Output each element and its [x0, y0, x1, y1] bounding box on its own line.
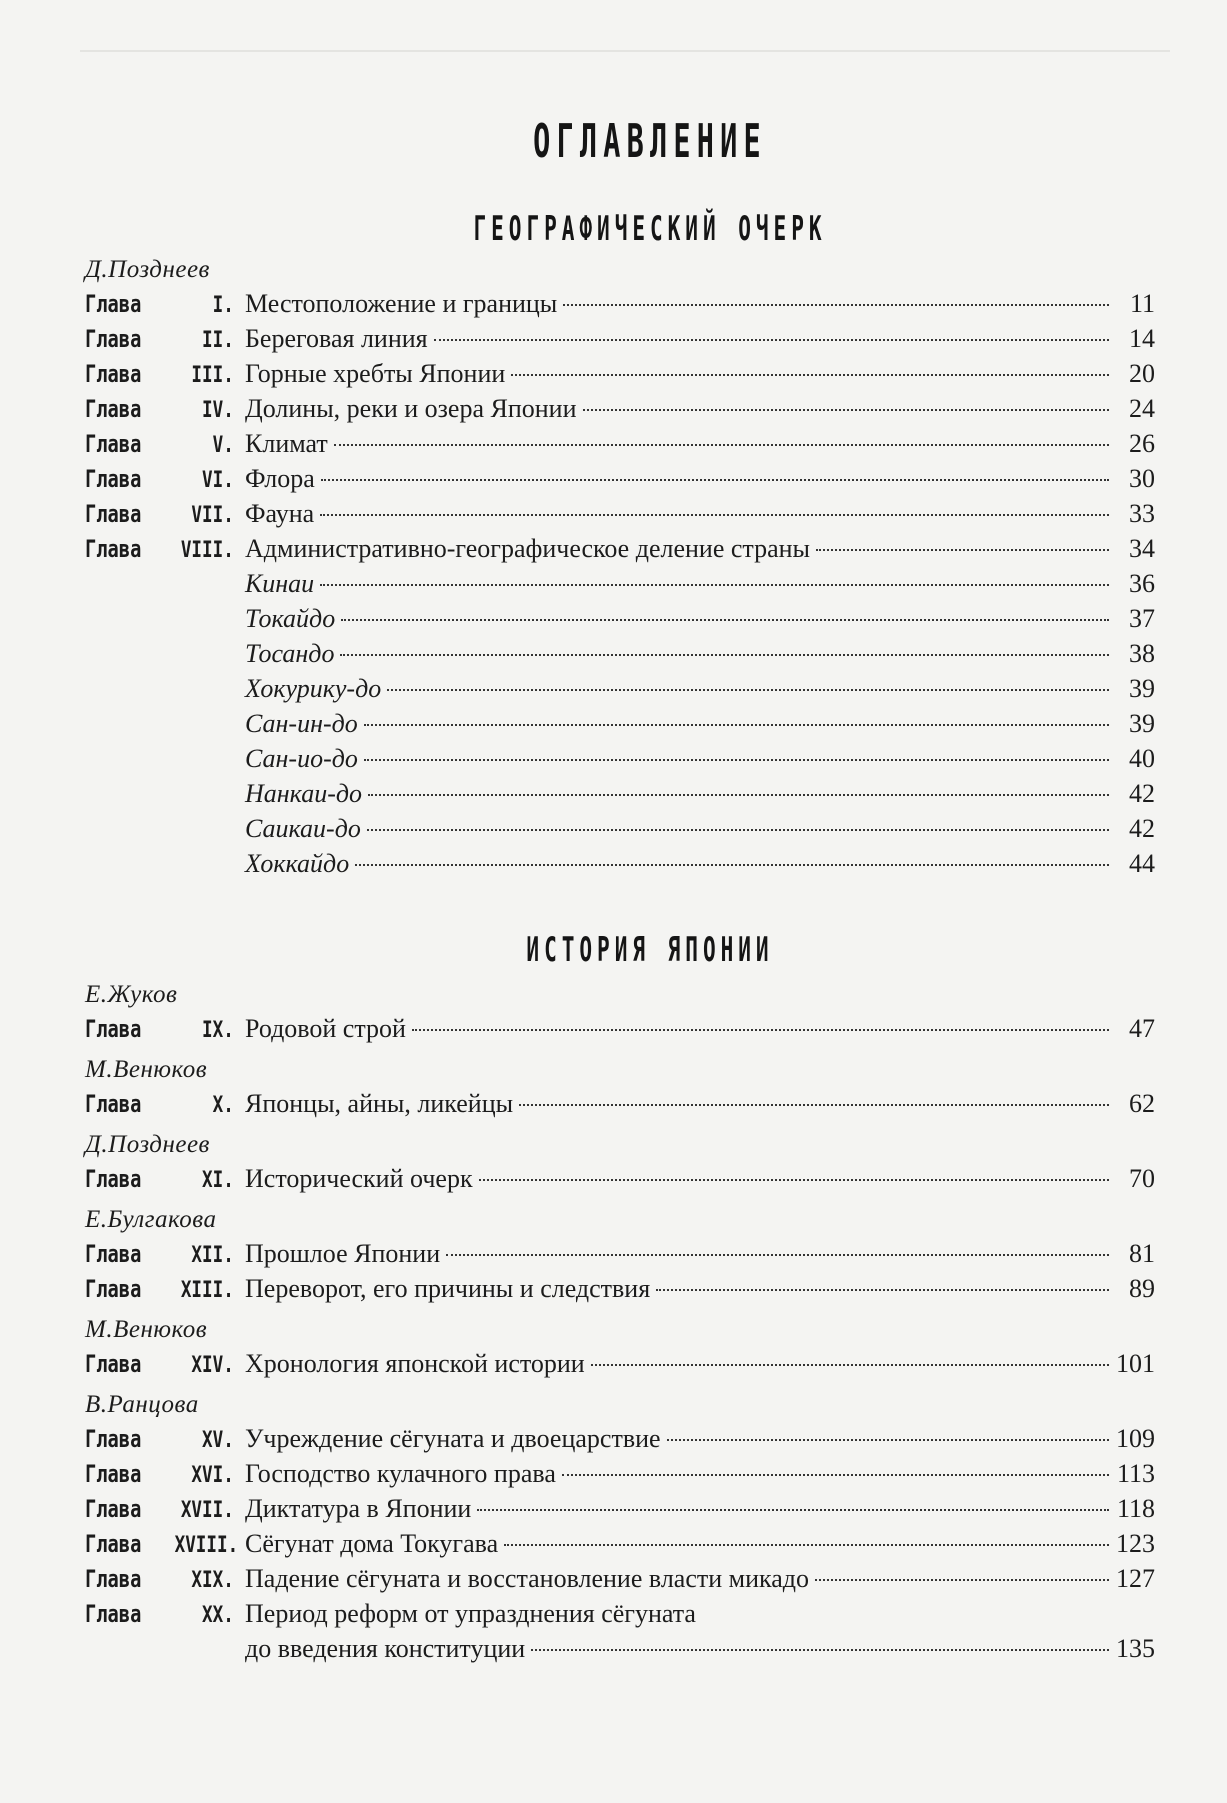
chapter-label: Глава [85, 1275, 142, 1303]
chapter-label: Глава [85, 465, 142, 493]
toc-entry[interactable] [85, 1561, 1155, 1596]
page-number: 30 [1129, 464, 1155, 493]
entry-title: Климат [245, 429, 328, 458]
page-number: 123 [1116, 1529, 1155, 1558]
toc-entry[interactable] [85, 1236, 1155, 1271]
dot-leader [656, 1289, 1109, 1291]
chapter-label: Глава [85, 1165, 142, 1193]
entry-title: Диктатура в Японии [245, 1494, 472, 1523]
dot-leader [519, 1104, 1109, 1106]
chapter-number: I. [212, 293, 234, 318]
toc-entry[interactable] [85, 1491, 1155, 1526]
section-title: ИСТОРИЯ ЯПОНИИ [526, 930, 774, 970]
page-title: ОГЛАВЛЕНИЕ [533, 114, 767, 168]
dot-leader [355, 864, 1109, 866]
entry-title: Господство кулачного права [245, 1459, 556, 1488]
entry-title: Местоположение и границы [245, 289, 558, 318]
page-number: 24 [1129, 394, 1155, 423]
chapter-number: XII. [191, 1243, 234, 1268]
entry-title: до введения конституции [245, 1634, 526, 1663]
entry-title: Административно-географическое деление страны [245, 534, 811, 563]
chapter-label: Глава [85, 430, 142, 458]
author-name: Е.Булгакова [85, 1206, 217, 1233]
chapter-number: XX. [202, 1603, 234, 1628]
entry-title: Хоккайдо [245, 849, 350, 878]
page-number: 42 [1129, 814, 1155, 843]
page-number: 38 [1129, 639, 1155, 668]
dot-leader [412, 1029, 1109, 1031]
toc-subentry[interactable] [85, 601, 1155, 636]
chapter-label: Глава [85, 1460, 142, 1488]
toc-entry[interactable] [85, 1161, 1155, 1196]
entry-title: Флора [245, 464, 315, 493]
entry-title: Нанкаи-до [245, 779, 362, 808]
page-number: 109 [1116, 1424, 1155, 1453]
dot-leader [563, 304, 1109, 306]
chapter-label: Глава [85, 360, 142, 388]
toc-entry[interactable] [85, 321, 1155, 356]
dot-leader [511, 374, 1109, 376]
toc-subentry[interactable] [85, 671, 1155, 706]
chapter-label: Глава [85, 1015, 142, 1043]
chapter-number: VI. [202, 468, 234, 493]
dot-leader [667, 1439, 1109, 1441]
toc-subentry[interactable] [85, 776, 1155, 811]
page-number: 20 [1129, 359, 1155, 388]
toc-entry[interactable] [85, 426, 1155, 461]
page-number: 44 [1129, 849, 1155, 878]
chapter-number: XVI. [191, 1463, 234, 1488]
chapter-number: X. [212, 1093, 234, 1118]
toc-subentry[interactable] [85, 811, 1155, 846]
chapter-label: Глава [85, 1350, 142, 1378]
chapter-number: III. [191, 363, 234, 388]
toc-entry[interactable] [85, 1526, 1155, 1561]
toc-entry[interactable] [85, 1346, 1155, 1381]
page-number: 62 [1129, 1089, 1155, 1118]
page-number: 33 [1129, 499, 1155, 528]
chapter-label: Глава [85, 1600, 142, 1628]
entry-title: Саикаи-до [245, 814, 361, 843]
chapter-label: Глава [85, 290, 142, 318]
author-name: М.Венюков [85, 1316, 208, 1343]
chapter-number: XIX. [191, 1568, 234, 1593]
show-through-rule [80, 10, 1170, 52]
dot-leader [591, 1364, 1109, 1366]
entry-title: Переворот, его причины и следствия [245, 1274, 651, 1303]
chapter-number: VIII. [180, 538, 234, 563]
entry-title: Тосандо [245, 639, 335, 668]
page-number: 39 [1129, 709, 1155, 738]
toc-subentry[interactable] [85, 741, 1155, 776]
dot-leader [583, 409, 1109, 411]
entry-title: Период реформ от упразднения сёгуната [245, 1599, 696, 1628]
page-number: 36 [1129, 569, 1155, 598]
toc-entry[interactable] [85, 1456, 1155, 1491]
entry-title: Фауна [245, 499, 315, 528]
chapter-label: Глава [85, 395, 142, 423]
toc-subentry[interactable] [85, 636, 1155, 671]
dot-leader [531, 1649, 1109, 1651]
author-name: Д.Позднеев [85, 1131, 210, 1158]
chapter-number: II. [202, 328, 234, 353]
entry-title: Японцы, айны, ликейцы [245, 1089, 514, 1118]
chapter-label: Глава [85, 325, 142, 353]
toc-entry[interactable] [85, 1011, 1155, 1046]
entry-title: Учреждение сёгуната и двоецарствие [245, 1424, 661, 1453]
page-number: 42 [1129, 779, 1155, 808]
author-name: М.Венюков [85, 1056, 208, 1083]
dot-leader [364, 759, 1109, 761]
chapter-label: Глава [85, 1495, 142, 1523]
dot-leader [446, 1254, 1109, 1256]
toc-entry[interactable] [85, 286, 1155, 321]
chapter-number: VII. [191, 503, 234, 528]
dot-leader [320, 584, 1109, 586]
toc-entry[interactable] [85, 461, 1155, 496]
toc-subentry[interactable] [85, 846, 1155, 881]
toc-entry[interactable] [85, 356, 1155, 391]
page-number: 26 [1129, 429, 1155, 458]
chapter-label: Глава [85, 1240, 142, 1268]
dot-leader [367, 829, 1109, 831]
toc-body [85, 206, 1155, 1666]
dot-leader [504, 1544, 1109, 1546]
dot-leader [321, 479, 1109, 481]
page-number: 39 [1129, 674, 1155, 703]
table-of-contents [85, 110, 1155, 1666]
chapter-number: XIV. [191, 1353, 234, 1378]
toc-subentry[interactable] [85, 706, 1155, 741]
chapter-label: Глава [85, 1090, 142, 1118]
toc-subentry[interactable] [85, 566, 1155, 601]
entry-title: Токайдо [245, 604, 336, 633]
chapter-label: Глава [85, 500, 142, 528]
page-number: 47 [1129, 1014, 1155, 1043]
chapter-number: V. [212, 433, 234, 458]
toc-entry[interactable] [85, 1086, 1155, 1121]
author-name: Е.Жуков [85, 981, 178, 1008]
toc-entry[interactable] [85, 1421, 1155, 1456]
toc-entry[interactable] [85, 1271, 1155, 1306]
chapter-number: IX. [202, 1018, 234, 1043]
entry-title: Хокурику-до [245, 674, 382, 703]
author-name: Д.Позднеев [85, 256, 210, 283]
toc-entry[interactable] [85, 496, 1155, 531]
entry-title: Долины, реки и озера Японии [245, 394, 577, 423]
page-number: 135 [1116, 1634, 1155, 1663]
page-number: 127 [1116, 1564, 1155, 1593]
chapter-number: IV. [202, 398, 234, 423]
dot-leader [341, 619, 1109, 621]
chapter-number: XVIII. [174, 1533, 239, 1558]
entry-title: Сан-ин-до [245, 709, 358, 738]
page-number: 34 [1129, 534, 1155, 563]
chapter-number: XI. [202, 1168, 234, 1193]
toc-entry[interactable] [85, 1596, 1155, 1631]
page-number: 14 [1129, 324, 1155, 353]
page-number: 89 [1129, 1274, 1155, 1303]
chapter-label: Глава [85, 535, 142, 563]
page-number: 81 [1129, 1239, 1155, 1268]
dot-leader [815, 1579, 1109, 1581]
page-number: 101 [1116, 1349, 1155, 1378]
entry-title: Прошлое Японии [245, 1239, 441, 1268]
dot-leader [368, 794, 1109, 796]
dot-leader [434, 339, 1109, 341]
dot-leader [334, 444, 1109, 446]
entry-title: Родовой строй [245, 1014, 406, 1043]
dot-leader [479, 1179, 1109, 1181]
page-number: 40 [1129, 744, 1155, 773]
entry-title: Горные хребты Японии [245, 359, 506, 388]
dot-leader [562, 1474, 1109, 1476]
entry-title: Исторический очерк [245, 1164, 473, 1193]
page-number: 70 [1129, 1164, 1155, 1193]
dot-leader [340, 654, 1109, 656]
page-number: 113 [1116, 1459, 1155, 1488]
chapter-number: XV. [202, 1428, 234, 1453]
dot-leader [387, 689, 1109, 691]
entry-title: Кинаи [245, 569, 315, 598]
chapter-label: Глава [85, 1425, 142, 1453]
entry-title: Сёгунат дома Токугава [245, 1529, 499, 1558]
section-title: ГЕОГРАФИЧЕСКИЙ ОЧЕРК [473, 209, 827, 249]
chapter-number: XVII. [180, 1498, 234, 1523]
chapter-number: XIII. [180, 1278, 234, 1303]
dot-leader [364, 724, 1109, 726]
dot-leader [816, 549, 1109, 551]
page-number: 118 [1116, 1494, 1155, 1523]
chapter-label: Глава [85, 1565, 142, 1593]
entry-title: Падение сёгуната и восстановление власти микадо [245, 1564, 810, 1593]
toc-entry[interactable] [85, 1631, 1155, 1666]
toc-entry[interactable] [85, 531, 1155, 566]
entry-title: Береговая линия [245, 324, 428, 353]
entry-title: Хронология японской истории [245, 1349, 585, 1378]
page-number: 37 [1129, 604, 1155, 633]
author-name: В.Ранцова [85, 1391, 199, 1418]
page-number: 11 [1129, 289, 1155, 318]
dot-leader [320, 514, 1109, 516]
dot-leader [477, 1509, 1109, 1511]
toc-entry[interactable] [85, 391, 1155, 426]
chapter-label: Глава [85, 1530, 142, 1558]
entry-title: Сан-ио-до [245, 744, 358, 773]
